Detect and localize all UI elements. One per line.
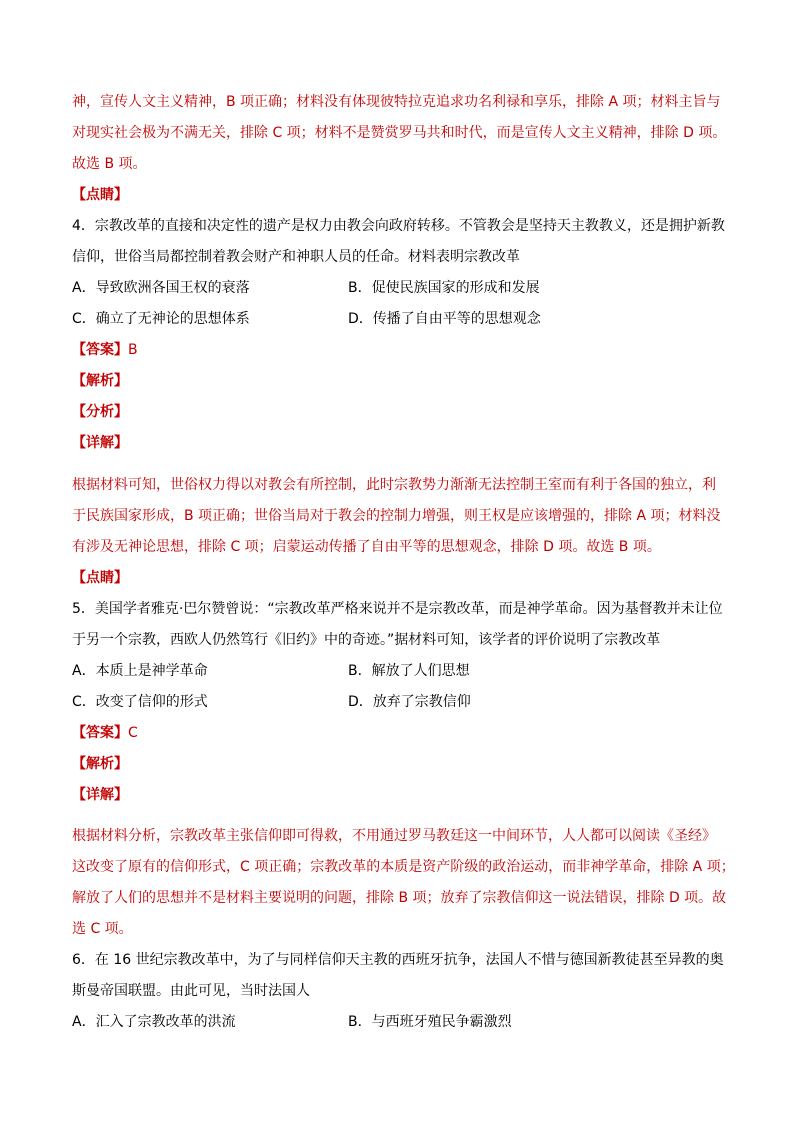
question-4-stem: 信仰，世俗当局都控制着教会财产和神职人员的任命。材料表明宗教改革: [72, 249, 520, 265]
jiexi-label: 【解析】: [72, 373, 128, 389]
xiangjie-label: 【详解】: [72, 787, 128, 803]
option-c: C．改变了信仰的形式: [72, 694, 208, 710]
question-6-stem: 6．在 16 世纪宗教改革中，为了与同样信仰天主教的西班牙抗争，法国人不惜与德国新教徒甚至异教的奥: [72, 952, 724, 968]
question-6-options-row: [72, 1012, 512, 1032]
detail-line: 这改变了原有的信仰形式，C 项正确；宗教改革的本质是资产阶级的政治运动，而非神学革命，排除 A 项；: [72, 859, 735, 875]
question-5-stem: 于另一个宗教，西欧人仍然笃行《旧约》中的奇迹。”据材料可知，该学者的评价说明了宗教改革: [72, 632, 661, 648]
dianjing-label: 【点睛】: [72, 570, 128, 586]
explanation-line: 故选 B 项。: [72, 156, 147, 172]
answer-value: B: [128, 342, 138, 358]
question-4-options-row: [72, 278, 540, 298]
explanation-line: 对现实社会极为不满无关，排除 C 项；材料不是赞赏罗马共和时代，而是宣传人文主义精神，排除 D 项。: [72, 125, 727, 141]
option-a: A．本质上是神学革命: [72, 663, 208, 679]
detail-line: 有涉及无神论思想，排除 C 项；启蒙运动传播了自由平等的思想观念，排除 D 项。故选 B 项。: [72, 539, 661, 555]
answer-label: 【答案】: [72, 342, 128, 358]
option-a: A．汇入了宗教改革的洪流: [72, 1014, 236, 1030]
dianjing-label: 【点睛】: [72, 187, 128, 203]
fenxi-label: 【分析】: [72, 404, 128, 420]
question-5-options-row: [72, 692, 471, 712]
option-b: B．促使民族国家的形成和发展: [348, 280, 540, 296]
question-5-stem: 5．美国学者雅克·巴尔赞曾说：“宗教改革严格来说并不是宗教改革，而是神学革命。因为基督教并未让位: [72, 601, 723, 617]
question-6-stem: 斯曼帝国联盟。由此可见，当时法国人: [72, 983, 310, 999]
detail-line: 于民族国家形成，B 项正确；世俗当局对于教会的控制力增强，则王权是应该增强的，排除 A 项；材料没: [72, 508, 721, 524]
detail-line: 根据材料可知，世俗权力得以对教会有所控制，此时宗教势力渐渐无法控制王室而有利于各国的独立，利: [72, 477, 716, 493]
answer-label: 【答案】: [72, 725, 128, 741]
option-c: C．确立了无神论的思想体系: [72, 311, 250, 327]
xiangjie-label: 【详解】: [72, 435, 128, 451]
detail-line: 根据材料分析，宗教改革主张信仰即可得救，不用通过罗马教廷这一中间环节，人人都可以阅读《圣经》: [72, 828, 716, 844]
answer-value: C: [128, 725, 138, 741]
question-5-options-row: [72, 661, 470, 681]
option-b: B．与西班牙殖民争霸激烈: [348, 1014, 512, 1030]
option-b: B．解放了人们思想: [348, 663, 470, 679]
question-4-stem: 4．宗教改革的直接和决定性的遗产是权力由教会向政府转移。不管教会是坚持天主教教义，还是拥护新教: [72, 218, 725, 234]
question-4-options-row: [72, 309, 541, 329]
explanation-line: 神，宣传人文主义精神，B 项正确；材料没有体现彼特拉克追求功名利禄和享乐，排除 A 项；材料主旨与: [72, 94, 721, 110]
answer-line: [72, 723, 138, 743]
detail-line: 选 C 项。: [72, 921, 133, 937]
option-d: D．放弃了宗教信仰: [348, 694, 471, 710]
answer-line: [72, 340, 138, 360]
detail-line: 解放了人们的思想并不是材料主要说明的问题，排除 B 项；放弃了宗教信仰这一说法错误，排除 D 项。故: [72, 890, 727, 906]
option-a: A．导致欧洲各国王权的衰落: [72, 280, 250, 296]
option-d: D．传播了自由平等的思想观念: [348, 311, 541, 327]
jiexi-label: 【解析】: [72, 756, 128, 772]
